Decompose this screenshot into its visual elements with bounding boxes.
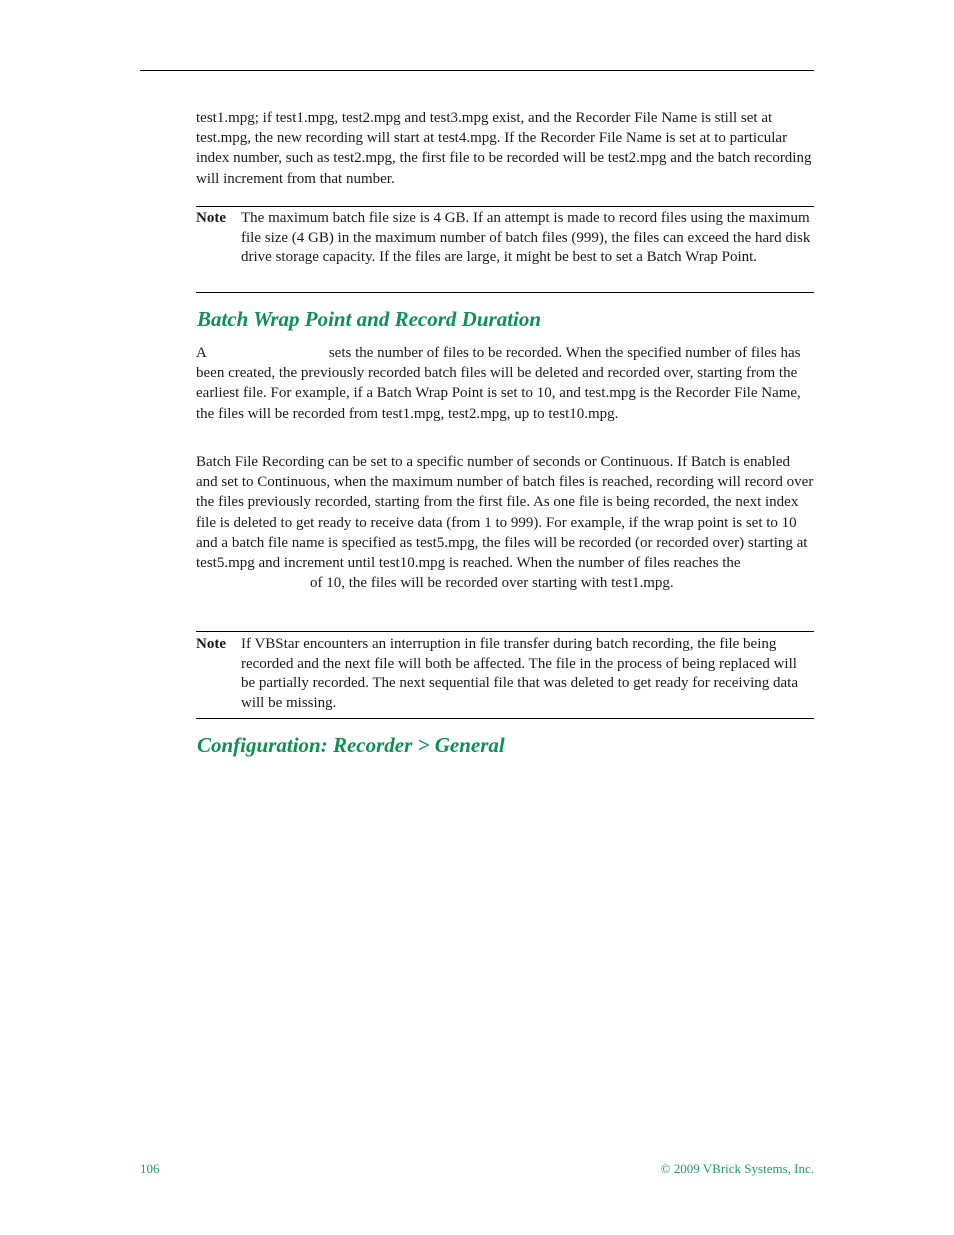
section-heading-configuration-recorder-general: Configuration: Recorder > General xyxy=(197,733,505,757)
note-label: Note xyxy=(196,636,226,652)
note-label: Note xyxy=(196,210,226,226)
batch-wrap-paragraph-1 xyxy=(196,343,814,424)
note1-top-rule xyxy=(196,206,814,207)
note-text: The maximum batch file size is 4 GB. If an attempt is made to record files using the maximum file size (4 GB) in the maximum number of batch files (999), the files can exceed the hard disk drive storage capacity. If the files are large, it might be best to set a Batch Wrap Point. xyxy=(241,210,811,266)
para-start-text: Batch File Recording can be set to a specific number of seconds or Continuous. If Batch is enabled and set to Continuous, when the maximum number of batch files is reached, recording will record over the files previously recorded, starting from the first file. As one file is being recorded, the next index file is deleted to get ready to receive data (from 1 to 999). For example, if the wrap point is set to 10 and a batch file name is specified as test5.mpg, the files will be recorded (or recorded over) starting at test5.mpg and increment until test10.mpg is reached. When the number of files reaches the xyxy=(196,454,814,572)
note-1 xyxy=(196,209,814,268)
para-end-text: of 10, the files will be recorded over starting with test1.mpg. xyxy=(310,575,674,592)
copyright: © 2009 VBrick Systems, Inc. xyxy=(660,1161,814,1176)
note1-bottom-rule xyxy=(196,292,814,293)
note2-top-rule xyxy=(196,631,814,632)
header-rule xyxy=(140,70,814,71)
continuation-paragraph: test1.mpg; if test1.mpg, test2.mpg and test3.mpg exist, and the Recorder File Name is still set at test.mpg, the new recording will start at test4.mpg. If the Recorder File Name is set at to particular index number, such as test2.mpg, the first file to be recorded will be test2.mpg and the batch recording will increment from that number. xyxy=(196,110,812,187)
batch-wrap-paragraph-2 xyxy=(196,452,814,593)
page-number: 106 xyxy=(140,1161,160,1176)
para-rest-text: sets the number of files to be recorded. When the specified number of files has been created, the previously recorded batch files will be deleted and recorded over, starting from the earliest file. For example, if a Batch Wrap Point is set to 10, and test.mpg is the Recorder File Name, the files will be recorded from test1.mpg, test2.mpg, up to test10.mpg. xyxy=(196,345,801,422)
note-2 xyxy=(196,635,814,713)
note-text: If VBStar encounters an interruption in file transfer during batch recording, the file being recorded and the next file will both be affected. The file in the process of being replaced will be partially recorded. The next sequential file that was deleted to get ready for receiving data will be missing. xyxy=(241,636,798,711)
note2-bottom-rule xyxy=(196,718,814,719)
section-heading-batch-wrap-point: Batch Wrap Point and Record Duration xyxy=(197,307,542,331)
para-start-text: A xyxy=(196,345,207,361)
